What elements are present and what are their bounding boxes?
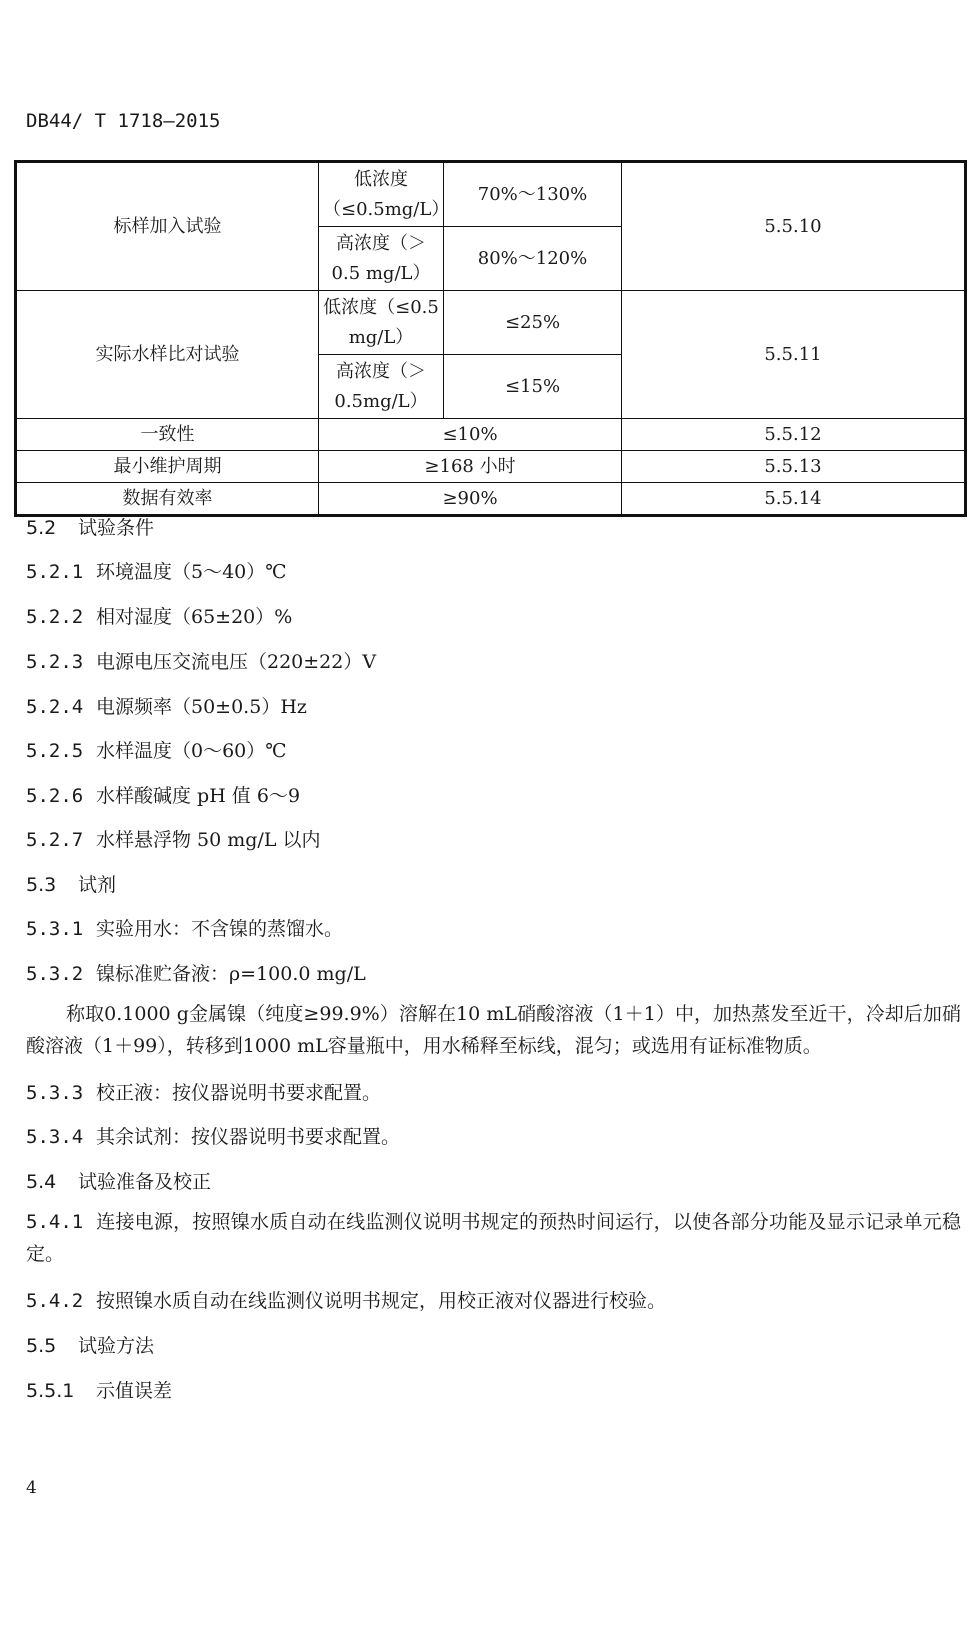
value-cell: ≤10%	[319, 419, 622, 451]
specification-table	[14, 160, 967, 517]
value-cell: ≥90%	[319, 483, 622, 516]
clause: 5.2.7 水样悬浮物 50 mg/L 以内	[26, 829, 321, 851]
body-paragraph: 称取0.1000 g金属镍（纯度≥99.9%）溶解在10 mL硝酸溶液（1＋1）中，加热蒸发至近干，冷却后加硝酸溶液（1＋99），转移到1000 mL容量瓶中，用水稀释至标线，混匀；或选用有证标准物质。	[26, 1003, 961, 1057]
section-heading: 5.2 试验条件	[26, 517, 155, 539]
value-cell: ≥168 小时	[319, 451, 622, 483]
clause: 5.3.3 校正液：按仪器说明书要求配置。	[26, 1082, 382, 1104]
subsection-heading: 5.5.1 示值误差	[26, 1380, 173, 1402]
section-heading: 5.3 试剂	[26, 874, 117, 896]
condition-cell: 高浓度（＞ 0.5mg/L）	[319, 355, 444, 419]
clause: 5.2.1 环境温度（5～40）℃	[26, 561, 287, 583]
table-row	[16, 419, 966, 451]
clause: 5.2.2 相对湿度（65±20）%	[26, 606, 293, 628]
method-cell: 5.5.13	[622, 451, 966, 483]
condition-cell: 高浓度（＞ 0.5 mg/L）	[319, 227, 444, 291]
table-row	[16, 451, 966, 483]
method-cell: 5.5.10	[622, 162, 966, 291]
condition-cell: 低浓度 （≤0.5mg/L）	[319, 162, 444, 227]
document-id-header: DB44/ T 1718—2015	[26, 110, 221, 132]
value-cell: 70%～130%	[444, 162, 622, 227]
clause: 5.3.2 镍标准贮备液：ρ=100.0 mg/L	[26, 963, 366, 985]
page-number: 4	[26, 1478, 37, 1498]
clause: 5.4.2 按照镍水质自动在线监测仪说明书规定，用校正液对仪器进行校验。	[26, 1290, 667, 1312]
value-cell: ≤25%	[444, 291, 622, 355]
item-cell: 实际水样比对试验	[16, 291, 319, 419]
clause: 5.2.4 电源频率（50±0.5）Hz	[26, 696, 307, 718]
clause: 5.2.5 水样温度（0～60）℃	[26, 740, 287, 762]
clause: 5.2.3 电源电压交流电压（220±22）V	[26, 651, 377, 673]
item-cell: 标样加入试验	[16, 162, 319, 291]
item-cell: 一致性	[16, 419, 319, 451]
section-heading: 5.5 试验方法	[26, 1335, 155, 1357]
method-cell: 5.5.14	[622, 483, 966, 516]
table-row	[16, 162, 966, 227]
item-cell: 最小维护周期	[16, 451, 319, 483]
table-row	[16, 291, 966, 355]
item-cell: 数据有效率	[16, 483, 319, 516]
section-heading: 5.4 试验准备及校正	[26, 1171, 212, 1193]
value-cell: ≤15%	[444, 355, 622, 419]
method-cell: 5.5.11	[622, 291, 966, 419]
method-cell: 5.5.12	[622, 419, 966, 451]
clause: 5.3.4 其余试剂：按仪器说明书要求配置。	[26, 1126, 401, 1148]
clause: 5.2.6 水样酸碱度 pH 值 6～9	[26, 785, 301, 807]
clause: 5.4.1 连接电源，按照镍水质自动在线监测仪说明书规定的预热时间运行，以使各部分功能及显示记录单元稳定。	[26, 1211, 961, 1265]
clause: 5.3.1 实验用水：不含镍的蒸馏水。	[26, 918, 344, 940]
value-cell: 80%～120%	[444, 227, 622, 291]
table-row	[16, 483, 966, 516]
condition-cell: 低浓度（≤0.5 mg/L）	[319, 291, 444, 355]
